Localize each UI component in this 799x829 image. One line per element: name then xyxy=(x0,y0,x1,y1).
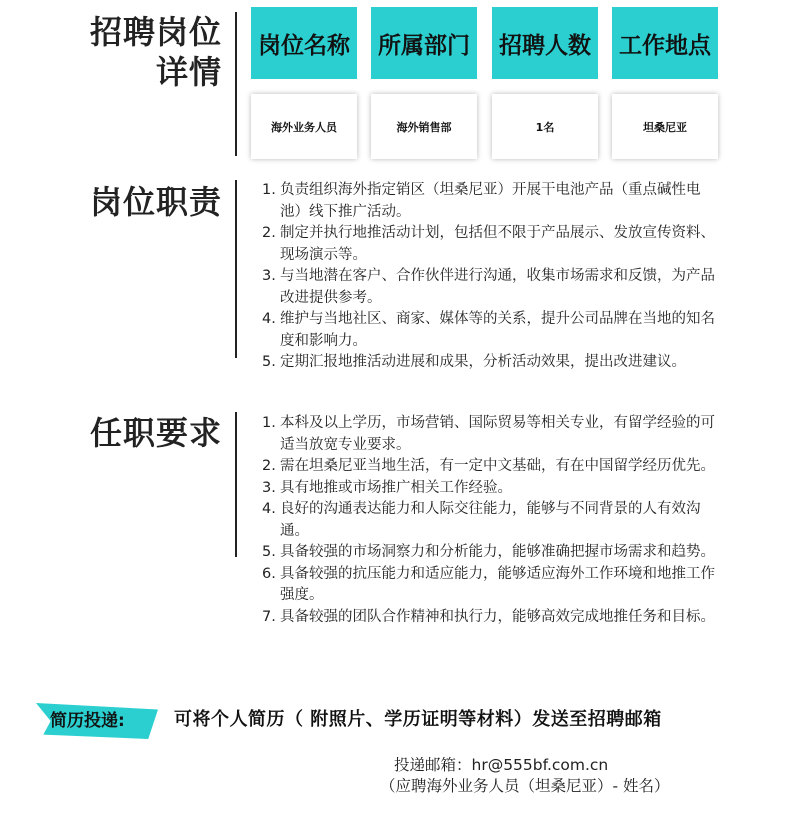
resume-instruction: 可将个人简历（ 附照片、学历证明等材料）发送至招聘邮箱 xyxy=(174,709,662,730)
list-item: 1. 负责组织海外指定销区（坦桑尼亚）开展干电池产品（重点碱性电池）线下推广活动。 xyxy=(262,182,701,220)
requirements-divider xyxy=(235,412,237,557)
list-item: 5. 定期汇报地推活动进展和成果，分析活动效果，提出改进建议。 xyxy=(262,354,686,370)
details-divider xyxy=(235,12,237,156)
list-item: 7. 具备较强的团队合作精神和执行力，能够高效完成地推任务和目标。 xyxy=(262,608,715,625)
details-title-line2: 详情 xyxy=(155,53,222,91)
list-item: 3. 与当地潜在客户、合作伙伴进行沟通，收集市场需求和反馈，为产品改进提供参考。 xyxy=(262,268,715,306)
header-location: 工作地点 xyxy=(612,7,718,79)
resume-label: 简历投递: xyxy=(50,710,125,731)
list-item: 4. 良好的沟通表达能力和人际交往能力，能够与不同背景的人有效沟通。 xyxy=(262,501,701,539)
header-headcount: 招聘人数 xyxy=(492,7,598,79)
value-department: 海外销售部 xyxy=(371,94,477,159)
list-item: 1. 本科及以上学历，市场营销、国际贸易等相关专业，有留学经验的可适当放宽专业要求。 xyxy=(262,415,715,453)
duties-list xyxy=(262,180,722,374)
requirements-title: 任职要求 xyxy=(89,414,222,452)
header-department: 所属部门 xyxy=(371,7,477,79)
email-line: 投递邮箱：hr@555bf.com.cn xyxy=(394,756,609,774)
details-title-line1: 招聘岗位 xyxy=(89,13,222,51)
header-position-name: 岗位名称 xyxy=(251,7,357,79)
list-item: 4. 维护与当地社区、商家、媒体等的关系，提升公司品牌在当地的知名度和影响力。 xyxy=(262,311,715,349)
value-position-name: 海外业务人员 xyxy=(251,94,357,159)
duties-title: 岗位职责 xyxy=(89,183,222,221)
list-item: 5. 具备较强的市场洞察力和分析能力，能够准确把握市场需求和趋势。 xyxy=(262,544,715,560)
list-item: 2. 制定并执行地推活动计划，包括但不限于产品展示、发放宣传资料、现场演示等。 xyxy=(262,225,715,263)
list-item: 3. 具有地推或市场推广相关工作经验。 xyxy=(262,479,512,496)
duties-divider xyxy=(235,180,237,358)
value-headcount: 1名 xyxy=(492,94,598,159)
value-location: 坦桑尼亚 xyxy=(612,94,718,159)
details-title xyxy=(90,12,222,92)
requirements-list xyxy=(262,413,722,628)
subject-line: （应聘海外业务人员（坦桑尼亚）- 姓名） xyxy=(380,777,670,795)
list-item: 6. 具备较强的抗压能力和适应能力，能够适应海外工作环境和地推工作强度。 xyxy=(262,565,715,603)
list-item: 2. 需在坦桑尼亚当地生活，有一定中文基础，有在中国留学经历优先。 xyxy=(262,458,715,474)
